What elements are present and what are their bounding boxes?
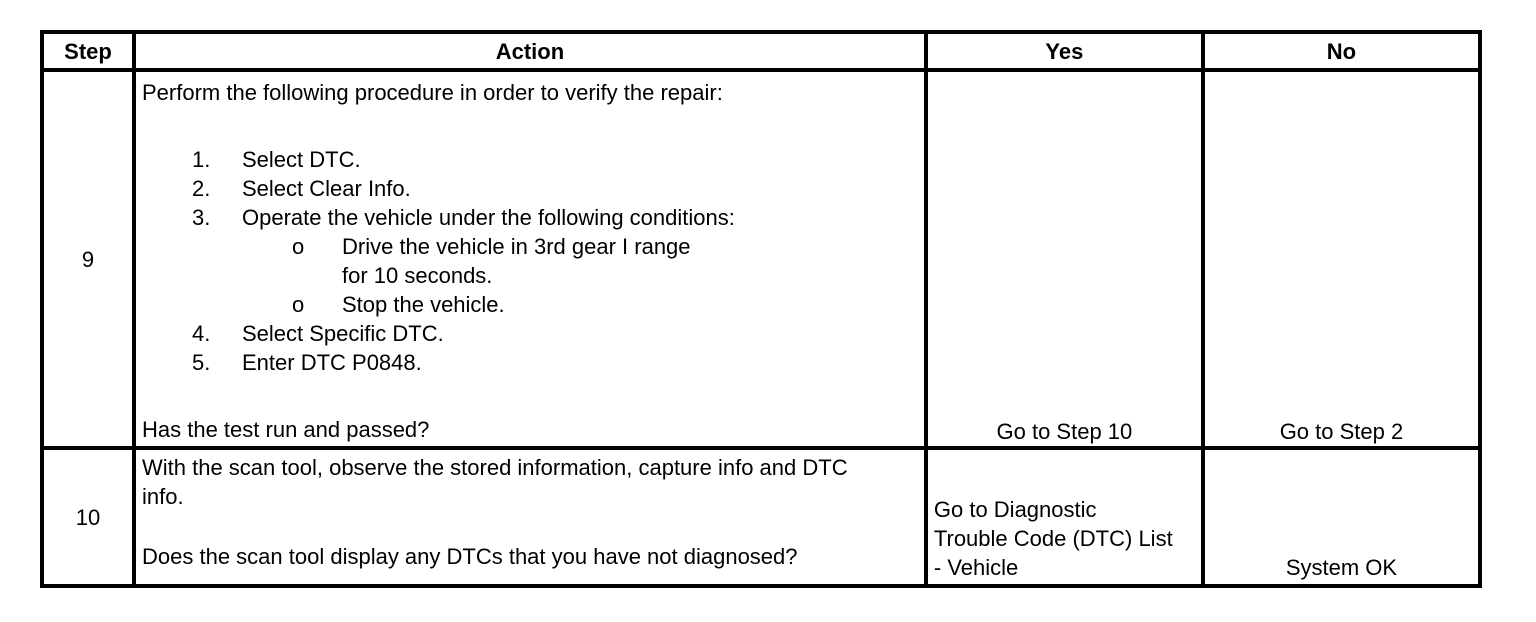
list-number: 5. xyxy=(192,350,211,375)
diagnostic-table xyxy=(40,30,1482,588)
procedure-list xyxy=(142,145,918,377)
bullet-icon: o xyxy=(292,234,305,259)
list-number: 2. xyxy=(192,176,211,201)
step-number: 9 xyxy=(42,70,134,448)
sublist-text: Drive the vehicle in 3rd gear I range for 10 seconds. xyxy=(342,234,691,288)
list-number: 3. xyxy=(192,205,211,230)
action-cell xyxy=(134,448,926,586)
list-item xyxy=(142,319,918,348)
action-cell xyxy=(134,70,926,448)
no-result-text: System OK xyxy=(1285,555,1398,580)
step-number: 10 xyxy=(42,448,134,586)
action-intro: With the scan tool, observe the stored information, capture info and DTC info. xyxy=(142,455,848,509)
action-question: Does the scan tool display any DTCs that you have not diagnosed? xyxy=(142,544,798,569)
list-text: Select DTC. xyxy=(242,147,361,172)
header-no: No xyxy=(1203,32,1480,70)
sublist-text: Stop the vehicle. xyxy=(342,292,505,317)
list-text: Enter DTC P0848. xyxy=(242,350,422,375)
list-text: Select Specific DTC. xyxy=(242,321,444,346)
header-action: Action xyxy=(134,32,926,70)
yes-link-text: Go to Diagnostic Trouble Code (DTC) List - Vehicle xyxy=(933,497,1173,580)
list-text: Operate the vehicle under the following conditions: xyxy=(242,205,735,230)
yes-cell: Go to Step 10 xyxy=(926,70,1203,448)
header-yes: Yes xyxy=(926,32,1203,70)
list-number: 1. xyxy=(192,147,211,172)
action-intro: Perform the following procedure in order to verify the repair: xyxy=(142,80,723,105)
no-cell xyxy=(1203,448,1480,586)
list-text: Select Clear Info. xyxy=(242,176,411,201)
list-item xyxy=(142,174,918,203)
table-row-step-9 xyxy=(42,70,1480,448)
sublist-item xyxy=(242,232,722,290)
header-step: Step xyxy=(42,32,134,70)
bullet-icon: o xyxy=(292,292,305,317)
list-item xyxy=(142,348,918,377)
table-row-step-10 xyxy=(42,448,1480,586)
list-number: 4. xyxy=(192,321,211,346)
no-cell: Go to Step 2 xyxy=(1203,70,1480,448)
header-row xyxy=(42,32,1480,70)
list-item xyxy=(142,203,918,319)
sublist-item xyxy=(242,290,722,319)
list-item xyxy=(142,145,918,174)
action-question: Has the test run and passed? xyxy=(142,417,430,442)
condition-sublist xyxy=(242,232,918,319)
yes-cell xyxy=(926,448,1203,586)
